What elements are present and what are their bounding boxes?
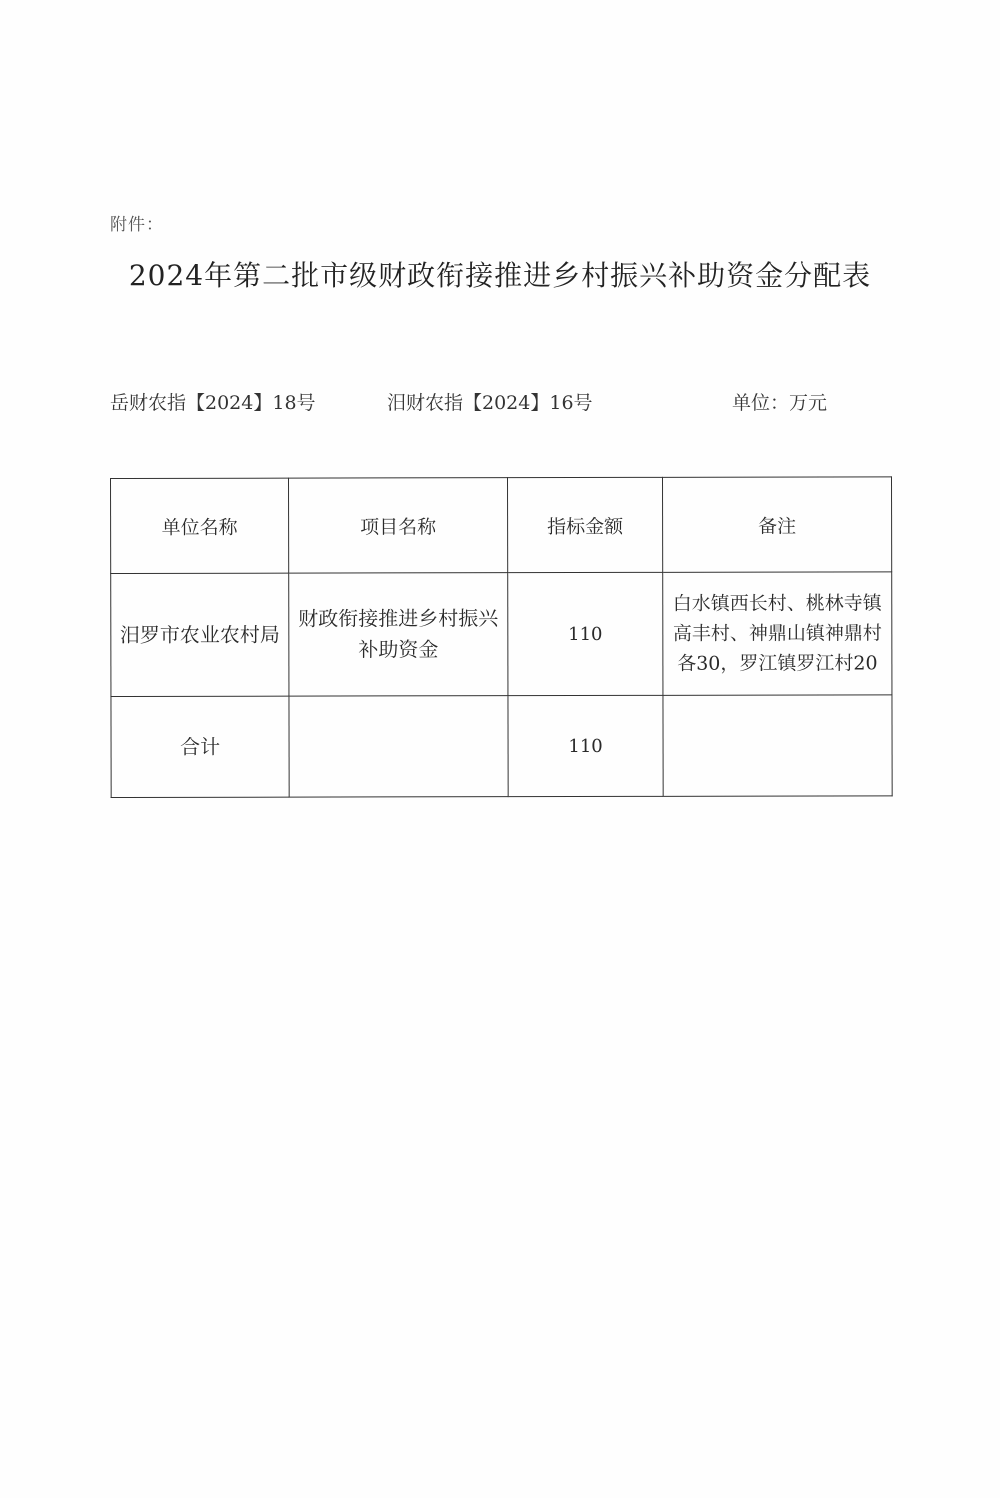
table-header-row [111, 477, 892, 574]
table-row [111, 572, 892, 697]
cell-remark: 白水镇西长村、桃林寺镇高丰村、神鼎山镇神鼎村各30，罗江镇罗江村20 [663, 572, 892, 695]
cell-total-remark [663, 695, 892, 796]
allocation-table [110, 476, 893, 798]
header-unit-name: 单位名称 [111, 478, 289, 573]
attachment-label: 附件： [110, 215, 164, 235]
table-total-row [111, 695, 892, 798]
header-remark: 备注 [662, 477, 891, 572]
document-title: 2024年第二批市级财政衔接推进乡村振兴补助资金分配表 [128, 259, 872, 292]
cell-total-project [289, 696, 508, 797]
header-amount: 指标金额 [508, 477, 663, 572]
cell-amount: 110 [508, 572, 663, 695]
reference-number-mi: 汨财农指【2024】16号 [387, 392, 593, 414]
header-project-name: 项目名称 [289, 478, 508, 573]
cell-total-amount: 110 [508, 695, 663, 796]
cell-unit-name: 汨罗市农业农村局 [111, 573, 289, 696]
cell-total-label: 合计 [111, 696, 289, 797]
reference-number-yue: 岳财农指【2024】18号 [110, 392, 316, 414]
cell-project-name: 财政衔接推进乡村振兴补助资金 [289, 573, 508, 696]
unit-label: 单位：万元 [732, 392, 828, 414]
